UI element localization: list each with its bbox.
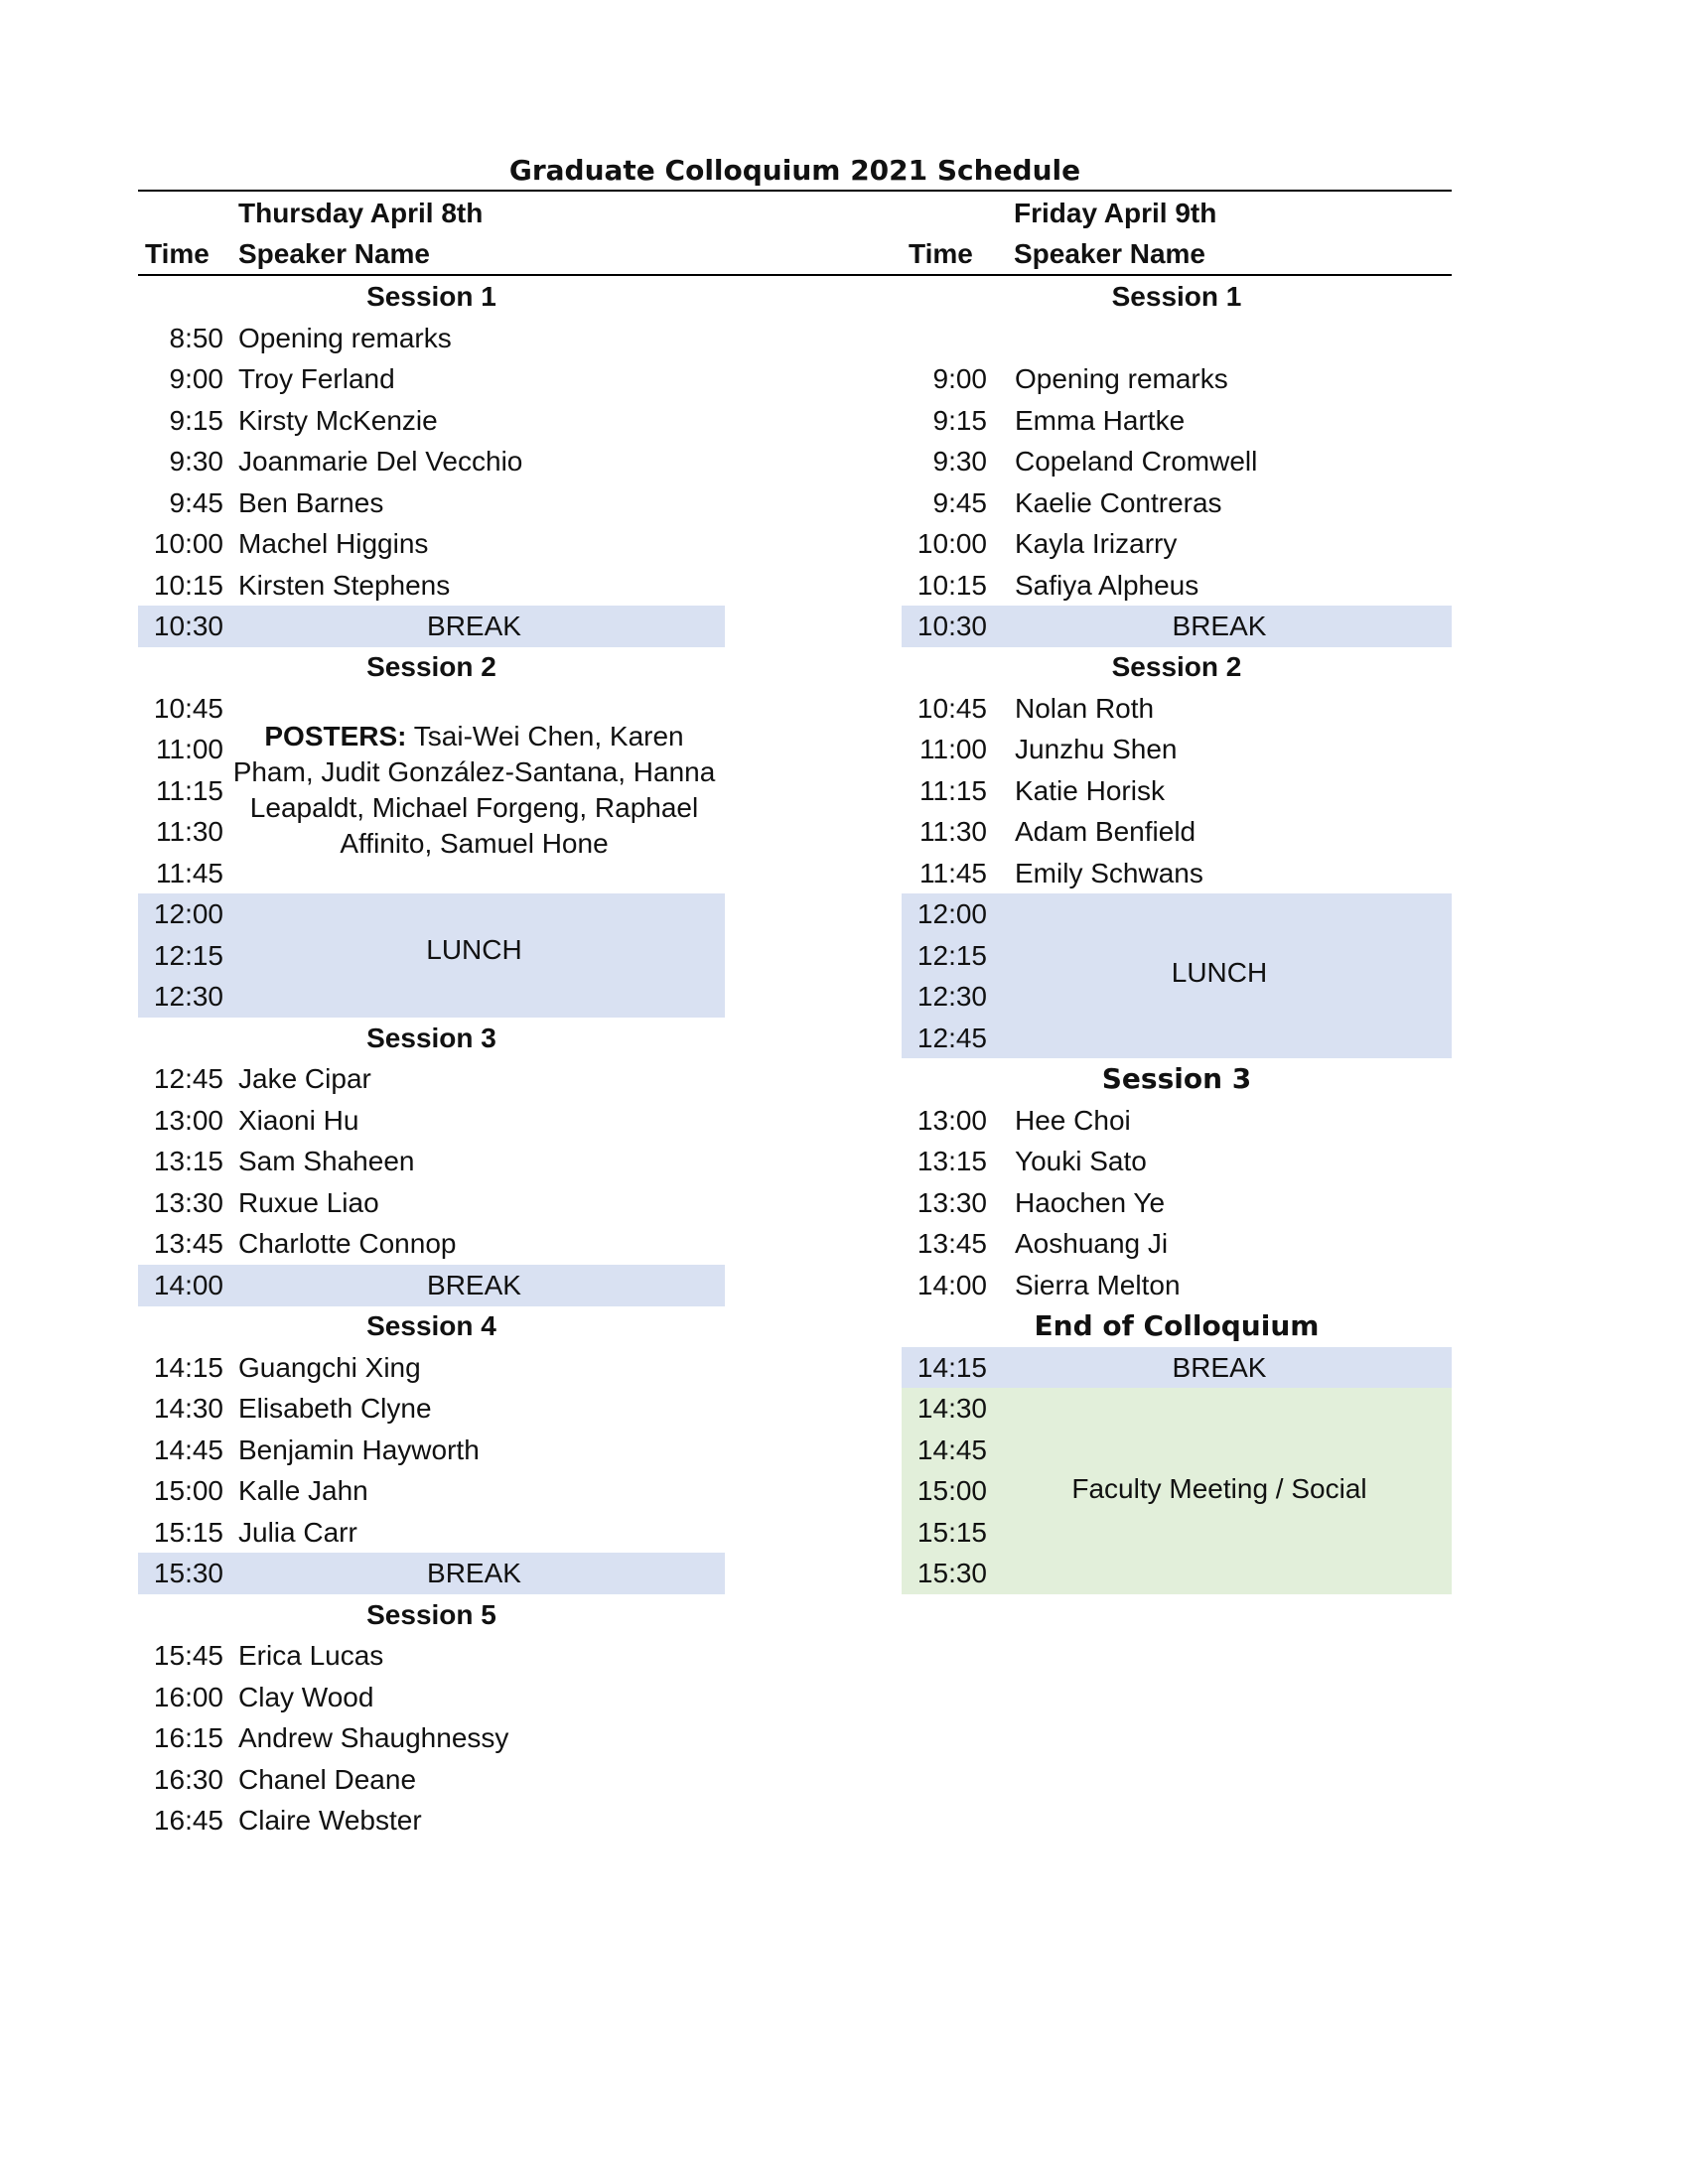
table-row (138, 1058, 725, 1100)
row-time: 12:45 (153, 1063, 223, 1094)
row-time: 9:45 (169, 487, 223, 518)
table-row (138, 1677, 725, 1718)
row-time: 14:15 (153, 1352, 223, 1383)
row-speaker: Junzhu Shen (1015, 734, 1178, 764)
table-row (138, 1759, 725, 1801)
row-time: 12:15 (153, 939, 223, 971)
row-speaker: Safiya Alpheus (1015, 570, 1199, 601)
break-row (902, 606, 1452, 647)
table-row (138, 358, 725, 400)
row-time: 12:00 (916, 898, 987, 929)
row-speaker: Sierra Melton (1015, 1270, 1181, 1300)
row-speaker: Opening remarks (1015, 363, 1228, 394)
row-time: 12:30 (916, 981, 987, 1012)
row-time: 13:45 (916, 1228, 987, 1259)
row-time: 10:45 (916, 693, 987, 724)
row-speaker: Emma Hartke (1015, 405, 1186, 436)
table-row (902, 358, 1452, 400)
row-speaker: Opening remarks (238, 323, 452, 353)
row-time: 11:45 (156, 858, 223, 888)
friday-day-heading: Friday April 9th (1014, 198, 1217, 228)
friday-speaker-header: Speaker Name (1014, 238, 1206, 269)
break-label: BREAK (427, 611, 521, 641)
row-time: 11:45 (919, 858, 987, 888)
row-time: 11:00 (156, 734, 223, 764)
friday-session-2-label: Session 2 (1111, 651, 1242, 682)
row-time: 15:15 (916, 1516, 987, 1548)
table-row (138, 1800, 725, 1842)
row-time: 13:45 (153, 1228, 223, 1259)
faculty-social-label: Faculty Meeting / Social (1071, 1472, 1367, 1504)
row-speaker: Charlotte Connop (238, 1228, 457, 1259)
table-row (902, 400, 1452, 442)
table-row (138, 1100, 725, 1142)
row-speaker: Katie Horisk (1015, 775, 1165, 806)
row-speaker: Haochen Ye (1015, 1187, 1166, 1218)
thursday-session-5-label: Session 5 (366, 1599, 496, 1630)
row-time: 10:30 (916, 611, 987, 641)
table-row (902, 523, 1452, 565)
table-row (138, 1388, 725, 1430)
row-time: 12:30 (153, 981, 223, 1012)
row-speaker: Joanmarie Del Vecchio (238, 446, 523, 477)
row-speaker: Emily Schwans (1015, 858, 1203, 888)
table-row (138, 400, 725, 442)
row-speaker: Benjamin Hayworth (238, 1434, 480, 1465)
row-time: 10:15 (916, 570, 987, 601)
friday-time-header: Time (909, 238, 973, 269)
row-time: 9:00 (169, 363, 223, 394)
row-time: 11:15 (919, 775, 987, 806)
row-time: 14:15 (916, 1352, 987, 1383)
row-speaker: Kalle Jahn (238, 1475, 368, 1506)
row-time: 11:30 (919, 816, 987, 847)
row-speaker: Troy Ferland (238, 363, 395, 394)
row-time: 15:30 (916, 1558, 987, 1588)
row-time: 15:30 (153, 1558, 223, 1588)
row-time: 13:00 (153, 1105, 223, 1136)
break-label: BREAK (427, 1558, 521, 1588)
row-time: 13:00 (916, 1105, 987, 1136)
row-time: 10:00 (916, 528, 987, 559)
row-time: 12:15 (916, 939, 987, 971)
row-time: 15:45 (153, 1640, 223, 1671)
table-row (902, 811, 1452, 853)
row-speaker: Julia Carr (238, 1517, 357, 1548)
table-row (138, 1347, 725, 1389)
row-time: 13:30 (916, 1187, 987, 1218)
posters-names: Tsai-Wei Chen, Karen Pham, Judit González-Santana, Hanna Leapaldt, Michael Forgeng, Raphael Affinito, Samuel Hone (232, 721, 716, 859)
row-speaker: Jake Cipar (238, 1063, 371, 1094)
table-row (138, 1141, 725, 1182)
row-time: 14:45 (916, 1433, 987, 1465)
table-row (902, 729, 1452, 770)
row-speaker: Aoshuang Ji (1015, 1228, 1169, 1259)
table-row (138, 565, 725, 607)
table-row (902, 853, 1452, 894)
row-time: 16:15 (153, 1722, 223, 1753)
lunch-label: LUNCH (1171, 957, 1268, 988)
posters-block (223, 719, 725, 862)
table-row (902, 482, 1452, 524)
row-time: 9:00 (932, 363, 987, 394)
row-speaker: Nolan Roth (1015, 693, 1155, 724)
row-speaker: Chanel Deane (238, 1764, 417, 1795)
table-row (138, 482, 725, 524)
row-speaker: Kaelie Contreras (1015, 487, 1222, 518)
row-speaker: Youki Sato (1015, 1146, 1147, 1176)
row-speaker: Erica Lucas (238, 1640, 384, 1671)
table-row (138, 1223, 725, 1265)
table-row (138, 1717, 725, 1759)
row-time: 8:50 (169, 323, 223, 353)
row-speaker: Ruxue Liao (238, 1187, 379, 1218)
break-row (902, 1347, 1452, 1389)
thursday-day-heading: Thursday April 8th (238, 198, 484, 228)
row-speaker: Adam Benfield (1015, 816, 1196, 847)
table-row (138, 1470, 725, 1512)
row-speaker: Xiaoni Hu (238, 1105, 359, 1136)
table-row (138, 1182, 725, 1224)
row-time: 10:15 (153, 570, 223, 601)
thursday-column (138, 0, 725, 2184)
table-row (902, 1100, 1452, 1142)
faculty-social-block (902, 1388, 1452, 1594)
break-row (138, 1265, 725, 1306)
table-row (902, 1223, 1452, 1265)
posters-label: POSTERS: (264, 721, 407, 751)
table-row (138, 523, 725, 565)
row-time: 13:30 (153, 1187, 223, 1218)
break-row (138, 606, 725, 647)
thursday-time-header: Time (145, 238, 210, 269)
table-row (138, 1512, 725, 1554)
row-time: 11:00 (919, 734, 987, 764)
thursday-session-1-label: Session 1 (366, 281, 496, 312)
table-row (138, 1635, 725, 1677)
table-row (902, 565, 1452, 607)
break-row (138, 1553, 725, 1594)
row-time: 14:30 (916, 1393, 987, 1424)
end-of-colloquium-label: End of Colloquium (1034, 1309, 1320, 1342)
row-speaker: Machel Higgins (238, 528, 429, 559)
row-speaker: Elisabeth Clyne (238, 1393, 432, 1424)
row-time: 9:45 (932, 487, 987, 518)
row-speaker: Hee Choi (1015, 1105, 1131, 1136)
row-time: 14:00 (153, 1270, 223, 1300)
friday-column (902, 0, 1452, 2184)
row-time: 15:00 (153, 1475, 223, 1506)
row-time: 14:00 (916, 1270, 987, 1300)
row-time: 12:00 (153, 898, 223, 929)
row-time: 9:15 (932, 405, 987, 436)
row-speaker: Ben Barnes (238, 487, 384, 518)
friday-session-3-label: Session 3 (1101, 1062, 1252, 1095)
row-time: 16:30 (153, 1764, 223, 1795)
row-time: 13:15 (916, 1146, 987, 1176)
row-speaker: Kirsten Stephens (238, 570, 451, 601)
page-title: Graduate Colloquium 2021 Schedule (508, 154, 1081, 187)
row-time: 14:45 (153, 1434, 223, 1465)
row-speaker: Kayla Irizarry (1015, 528, 1178, 559)
row-time: 14:30 (153, 1393, 223, 1424)
row-speaker: Kirsty McKenzie (238, 405, 438, 436)
break-label: BREAK (427, 1270, 521, 1300)
row-time: 10:00 (153, 528, 223, 559)
table-row (138, 441, 725, 482)
row-speaker: Andrew Shaughnessy (238, 1722, 509, 1753)
row-speaker: Sam Shaheen (238, 1146, 415, 1176)
row-speaker: Claire Webster (238, 1805, 422, 1836)
table-row (902, 1182, 1452, 1224)
table-row (902, 770, 1452, 812)
thursday-session-4-label: Session 4 (366, 1310, 496, 1341)
table-row (902, 1265, 1452, 1306)
row-time: 12:45 (916, 1022, 987, 1053)
table-row (902, 1141, 1452, 1182)
row-time: 10:30 (153, 611, 223, 641)
row-time: 9:15 (169, 405, 223, 436)
table-row (902, 441, 1452, 482)
row-time: 11:15 (156, 775, 223, 806)
row-time: 9:30 (932, 446, 987, 477)
lunch-block (902, 893, 1452, 1058)
row-time: 9:30 (169, 446, 223, 477)
row-time: 16:00 (153, 1682, 223, 1712)
table-row (138, 318, 725, 359)
row-speaker: Copeland Cromwell (1015, 446, 1258, 477)
lunch-block (138, 893, 725, 1018)
row-time: 11:30 (156, 816, 223, 847)
thursday-session-3-label: Session 3 (366, 1023, 496, 1053)
thursday-session-2-label: Session 2 (366, 651, 496, 682)
row-speaker: Guangchi Xing (238, 1352, 421, 1383)
table-row (138, 1430, 725, 1471)
thursday-speaker-header: Speaker Name (238, 238, 431, 269)
row-time: 10:45 (153, 693, 223, 724)
break-label: BREAK (1172, 1352, 1267, 1383)
friday-session-1-label: Session 1 (1111, 281, 1242, 312)
break-label: BREAK (1172, 611, 1267, 641)
row-time: 15:00 (916, 1475, 987, 1506)
row-speaker: Clay Wood (238, 1682, 374, 1712)
row-time: 16:45 (153, 1805, 223, 1836)
table-row (902, 688, 1452, 730)
lunch-label: LUNCH (426, 934, 522, 966)
row-time: 15:15 (153, 1517, 223, 1548)
row-time: 13:15 (153, 1146, 223, 1176)
